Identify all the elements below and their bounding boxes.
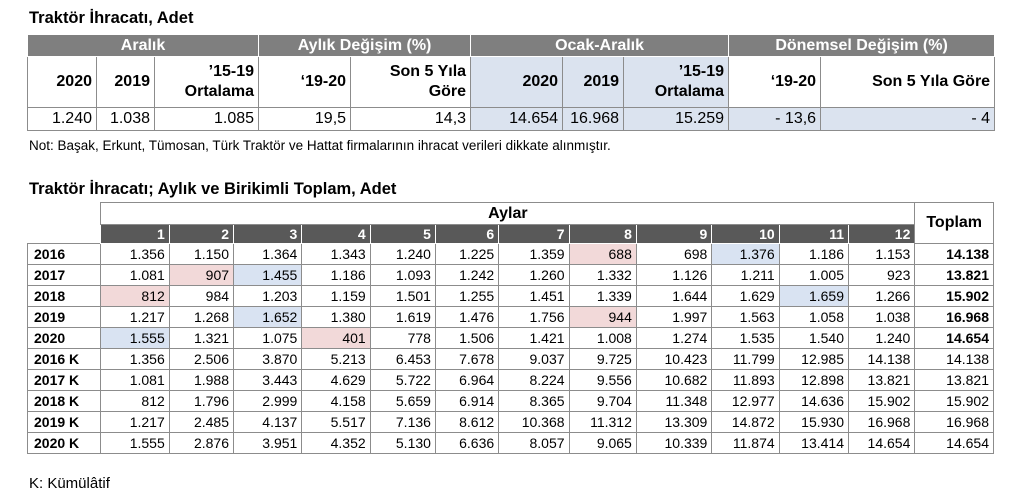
group-header-aylik-degisim: Aylık Değişim (%) [259,35,471,57]
sub-header: Son 5 Yıla Göre [821,57,995,108]
value-cell: 1.535 [712,328,779,349]
value-cell: 10.423 [636,349,711,370]
value-cell: 923 [849,265,915,286]
table-row [28,244,994,265]
value-cell: 11.348 [636,391,711,412]
value-cell: 1.988 [169,370,233,391]
value-cell: 6.964 [435,370,498,391]
export-summary-table [27,34,995,131]
value-cell: 1.619 [370,307,435,328]
row-label: 2019 K [28,412,101,433]
value-cell: 1.150 [169,244,233,265]
value-cell: 11.312 [569,412,636,433]
value-cell: 1.008 [569,328,636,349]
value-cell: 1.266 [849,286,915,307]
value-cell: 1.217 [101,412,169,433]
value-cell: 4.352 [302,433,370,454]
row-total: 14.654 [915,433,994,454]
table-row [28,391,994,412]
month-header-8: 8 [569,225,636,244]
value-cell: 1.038 [97,108,155,131]
value-cell: 9.704 [569,391,636,412]
value-cell: 1.356 [101,349,169,370]
value-cell: 1.240 [370,244,435,265]
value-cell: 8.057 [499,433,569,454]
month-header-6: 6 [435,225,498,244]
value-cell: 401 [302,328,370,349]
value-cell: 698 [636,244,711,265]
value-cell: 1.644 [636,286,711,307]
value-cell: 15.259 [624,108,729,131]
value-cell: 1.186 [779,244,848,265]
value-cell: 1.652 [234,307,302,328]
value-cell: 1.796 [169,391,233,412]
value-cell: 1.038 [849,307,915,328]
value-cell: 1.421 [499,328,569,349]
value-cell: 1.629 [712,286,779,307]
row-total: 13.821 [915,370,994,391]
month-header-3: 3 [234,225,302,244]
value-cell: 5.213 [302,349,370,370]
month-header-9: 9 [636,225,711,244]
value-cell: 812 [101,286,169,307]
table-row [28,433,994,454]
value-cell: 10.339 [636,433,711,454]
value-cell: 11.799 [712,349,779,370]
sub-header: Son 5 Yıla Göre [351,57,471,108]
sub-header: ‘19-20 [259,57,351,108]
value-cell: 1.540 [779,328,848,349]
value-cell: 19,5 [259,108,351,131]
value-cell: 14.138 [849,349,915,370]
value-cell: 1.756 [499,307,569,328]
value-cell: 1.506 [435,328,498,349]
value-cell: 1.332 [569,265,636,286]
group-header-aralik: Aralık [28,35,259,57]
sub-header: 2019 [97,57,155,108]
value-cell: 1.203 [234,286,302,307]
value-cell: 16.968 [563,108,624,131]
value-cell: 3.870 [234,349,302,370]
value-cell: 944 [569,307,636,328]
value-cell: 1.343 [302,244,370,265]
row-total: 16.968 [915,412,994,433]
row-label: 2016 K [28,349,101,370]
corner-cell [28,203,101,244]
value-cell: 1.321 [169,328,233,349]
value-cell: 984 [169,286,233,307]
value-cell: 12.985 [779,349,848,370]
row-total: 14.654 [915,328,994,349]
value-cell: 1.242 [435,265,498,286]
table-row [28,412,994,433]
value-cell: 4.137 [234,412,302,433]
month-header-10: 10 [712,225,779,244]
row-label: 2020 K [28,433,101,454]
row-label: 2019 [28,307,101,328]
value-cell: 3.443 [234,370,302,391]
value-cell: 8.224 [499,370,569,391]
value-cell: - 4 [821,108,995,131]
group-header-donemsel-degisim: Dönemsel Değişim (%) [729,35,995,57]
row-total: 14.138 [915,244,994,265]
value-cell: 1.501 [370,286,435,307]
table-row [28,307,994,328]
value-cell: 5.659 [370,391,435,412]
value-cell: 9.556 [569,370,636,391]
value-cell: 1.380 [302,307,370,328]
row-label: 2018 K [28,391,101,412]
table2-footnote: K: Kümülâtif [29,475,110,492]
value-cell: 6.636 [435,433,498,454]
value-cell: 1.659 [779,286,848,307]
value-cell: 11.874 [712,433,779,454]
value-cell: 16.968 [849,412,915,433]
sub-header: 2019 [563,57,624,108]
value-cell: 688 [569,244,636,265]
value-cell: 1.153 [849,244,915,265]
row-total: 13.821 [915,265,994,286]
value-cell: 778 [370,328,435,349]
value-cell: 1.339 [569,286,636,307]
sub-header: 2020 [28,57,97,108]
month-header-4: 4 [302,225,370,244]
value-cell: 1.211 [712,265,779,286]
value-cell: 6.914 [435,391,498,412]
value-cell: 3.951 [234,433,302,454]
value-cell: 1.217 [101,307,169,328]
value-cell: 14.636 [779,391,848,412]
value-cell: 1.356 [101,244,169,265]
value-cell: 8.365 [499,391,569,412]
row-label: 2020 [28,328,101,349]
value-cell: 1.555 [101,328,169,349]
table1-title: Traktör İhracatı, Adet [29,9,194,27]
value-cell: 4.158 [302,391,370,412]
row-label: 2016 [28,244,101,265]
months-header: Aylar [101,203,915,225]
value-cell: 14.654 [849,433,915,454]
row-label: 2017 [28,265,101,286]
value-cell: 7.678 [435,349,498,370]
value-cell: 9.065 [569,433,636,454]
value-cell: 13.309 [636,412,711,433]
row-total: 15.902 [915,391,994,412]
row-total: 16.968 [915,307,994,328]
row-total: 15.902 [915,286,994,307]
value-cell: 2.506 [169,349,233,370]
value-cell: 2.485 [169,412,233,433]
value-cell: 13.821 [849,370,915,391]
value-cell: - 13,6 [729,108,821,131]
value-cell: 8.612 [435,412,498,433]
table-row [28,328,994,349]
sub-header: ’15-19 Ortalama [155,57,259,108]
value-cell: 1.255 [435,286,498,307]
value-cell: 1.476 [435,307,498,328]
value-cell: 11.893 [712,370,779,391]
value-cell: 1.359 [499,244,569,265]
value-cell: 15.930 [779,412,848,433]
value-cell: 1.451 [499,286,569,307]
value-cell: 1.126 [636,265,711,286]
value-cell: 1.081 [101,265,169,286]
value-cell: 14,3 [351,108,471,131]
table-row [28,349,994,370]
month-header-2: 2 [169,225,233,244]
value-cell: 2.999 [234,391,302,412]
value-cell: 1.058 [779,307,848,328]
value-cell: 1.005 [779,265,848,286]
month-header-1: 1 [101,225,169,244]
total-header: Toplam [915,203,994,244]
value-cell: 1.240 [849,328,915,349]
value-cell: 1.085 [155,108,259,131]
month-header-11: 11 [779,225,848,244]
table-row [28,265,994,286]
sub-header: ’15-19 Ortalama [624,57,729,108]
table-row [28,286,994,307]
value-cell: 907 [169,265,233,286]
sub-header: 2020 [471,57,563,108]
value-cell: 12.898 [779,370,848,391]
value-cell: 1.159 [302,286,370,307]
value-cell: 1.225 [435,244,498,265]
value-cell: 1.093 [370,265,435,286]
value-cell: 4.629 [302,370,370,391]
value-cell: 1.376 [712,244,779,265]
table1-note: Not: Başak, Erkunt, Tümosan, Türk Traktör ve Hattat firmalarının ihracat verileri dikkate alınmıştır. [29,138,611,153]
value-cell: 1.455 [234,265,302,286]
value-cell: 1.268 [169,307,233,328]
month-header-12: 12 [849,225,915,244]
value-cell: 14.654 [471,108,563,131]
value-cell: 1.081 [101,370,169,391]
value-cell: 1.186 [302,265,370,286]
value-cell: 1.260 [499,265,569,286]
value-cell: 1.274 [636,328,711,349]
value-cell: 5.517 [302,412,370,433]
row-total: 14.138 [915,349,994,370]
value-cell: 5.130 [370,433,435,454]
value-cell: 6.453 [370,349,435,370]
value-cell: 15.902 [849,391,915,412]
value-cell: 10.368 [499,412,569,433]
value-cell: 1.075 [234,328,302,349]
value-cell: 1.364 [234,244,302,265]
value-cell: 13.414 [779,433,848,454]
table2-title: Traktör İhracatı; Aylık ve Birikimli Toplam, Adet [29,180,397,198]
value-cell: 10.682 [636,370,711,391]
value-cell: 812 [101,391,169,412]
value-cell: 1.240 [28,108,97,131]
value-cell: 1.555 [101,433,169,454]
group-header-ocak-aralik: Ocak-Aralık [471,35,729,57]
value-cell: 2.876 [169,433,233,454]
month-header-7: 7 [499,225,569,244]
monthly-cumulative-table [27,202,994,454]
month-header-5: 5 [370,225,435,244]
row-label: 2017 K [28,370,101,391]
value-cell: 5.722 [370,370,435,391]
row-label: 2018 [28,286,101,307]
table-row [28,370,994,391]
value-cell: 9.725 [569,349,636,370]
value-cell: 14.872 [712,412,779,433]
value-cell: 12.977 [712,391,779,412]
value-cell: 7.136 [370,412,435,433]
value-cell: 9.037 [499,349,569,370]
value-cell: 1.997 [636,307,711,328]
sub-header: ‘19-20 [729,57,821,108]
value-cell: 1.563 [712,307,779,328]
